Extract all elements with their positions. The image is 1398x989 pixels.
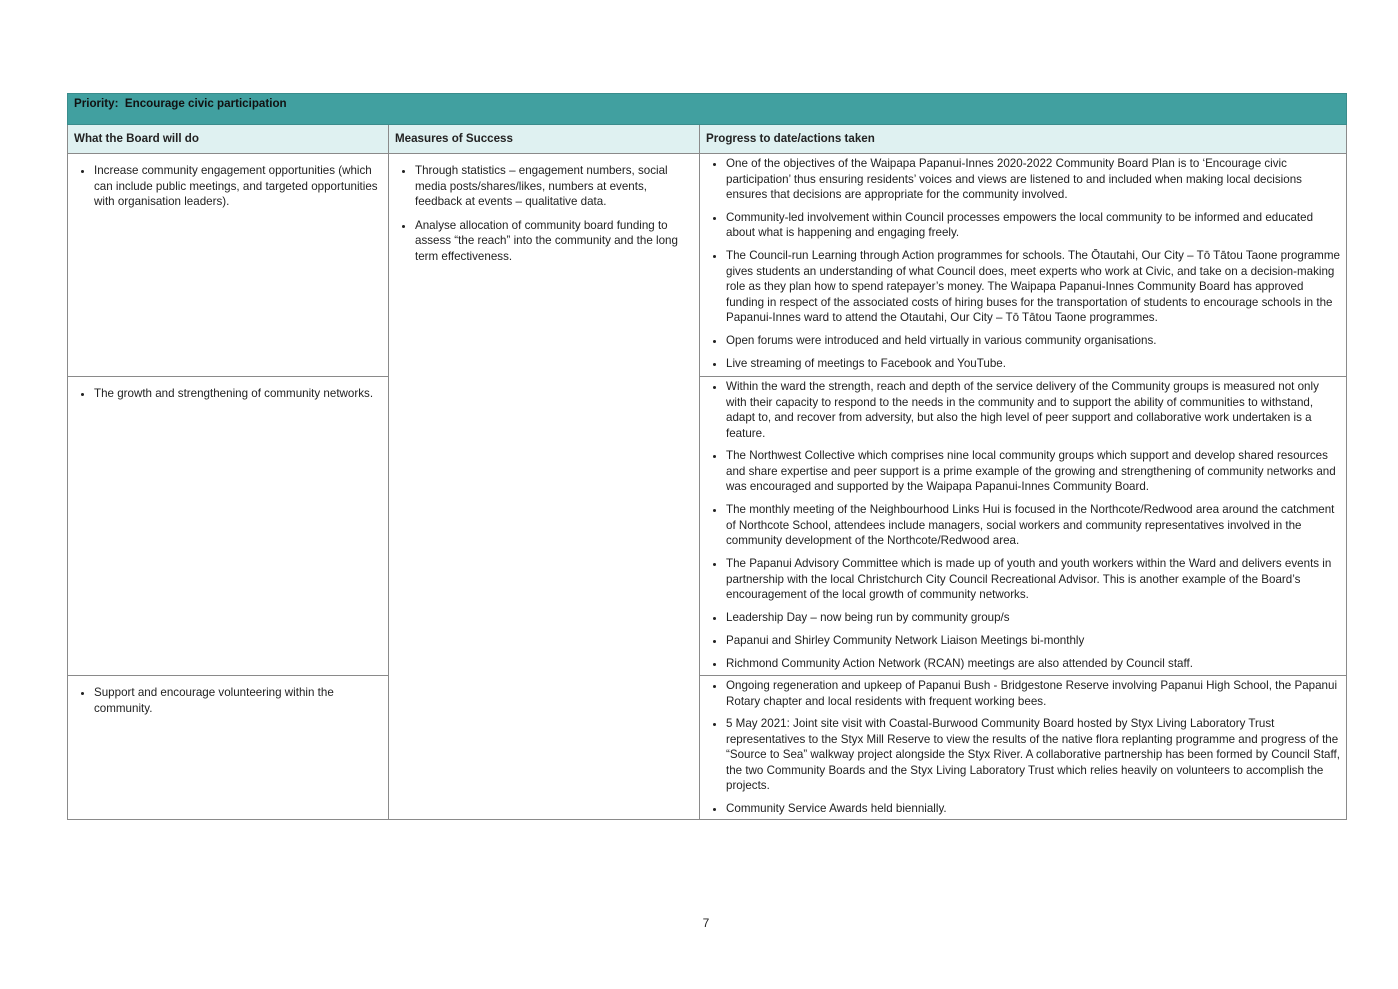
progress-cell — [700, 676, 1347, 820]
list-item: • Community-led involvement within Council processes empowers the local community to be informed and educated about what is happening and engaging freely. — [726, 210, 1340, 241]
column-header-measures: Measures of Success — [389, 125, 700, 154]
priority-label: Priority: — [74, 97, 119, 110]
list-item: • Support and encourage volunteering within the community. — [94, 685, 382, 716]
list-item: • Live streaming of meetings to Facebook and YouTube. — [726, 356, 1340, 372]
page-number: 7 — [702, 916, 710, 930]
list-item: • The Council-run Learning through Action programmes for schools. The Ōtautahi, Our City – Tō Tātou Taone programme gives students an understanding of what Council does, meet experts who work at Civic, and take on a decision-making role as they plan how to spend ratepayer’s money. The Waipapa Papanui-Innes Community Board has approved funding in respect of the associated costs of hiring buses for the transportation of students to encourage schools in the Papanui-Innes ward to attend the Otautahi, Our City – Tō Tātou Taone programmes. — [726, 248, 1340, 326]
progress-list — [706, 678, 1340, 817]
list-item: • 5 May 2021: Joint site visit with Coastal-Burwood Community Board hosted by Styx Living Laboratory Trust representatives to the Styx Mill Reserve to view the results of the native flora replanting programme and progress of the “Source to Sea” walkway project alongside the Styx River. A collaborative partnership has been formed by Council Staff, the two Community Boards and the Styx Living Laboratory Trust which relies heavily on volunteers to accomplish the projects. — [726, 716, 1340, 794]
board-list — [74, 163, 382, 210]
measures-list — [395, 163, 693, 264]
civic-participation-table — [67, 93, 1347, 820]
board-cell — [68, 154, 389, 377]
list-item: • Through statistics – engagement numbers, social media posts/shares/likes, numbers at events, feedback at events – qualitative data. — [415, 163, 693, 210]
list-item: • The Northwest Collective which comprises nine local community groups which support and develop shared resources and share expertise and peer support is a prime example of the growing and strengthening of community networks and was encouraged and supported by the Waipapa Papanui-Innes Community Board. — [726, 448, 1340, 495]
list-item: • Open forums were introduced and held virtually in various community organisations. — [726, 333, 1340, 349]
board-list — [74, 685, 382, 716]
list-item: • Analyse allocation of community board funding to assess “the reach” into the community and the long term effectiveness. — [415, 218, 693, 265]
progress-list — [706, 156, 1340, 372]
list-item: • Increase community engagement opportunities (which can include public meetings, and targeted opportunities with organisation leaders). — [94, 163, 382, 210]
list-item: • The Papanui Advisory Committee which is made up of youth and youth workers within the Ward and delivers events in partnership with the local Christchurch City Council Recreational Advisor. This is another example of the Board’s encouragement of the local growth of community networks. — [726, 556, 1340, 603]
progress-cell — [700, 377, 1347, 676]
column-header-progress: Progress to date/actions taken — [700, 125, 1347, 154]
board-list — [74, 386, 382, 402]
progress-cell — [700, 154, 1347, 377]
progress-list — [706, 379, 1340, 671]
list-item: • Ongoing regeneration and upkeep of Papanui Bush - Bridgestone Reserve involving Papanui High School, the Papanui Rotary chapter and local residents with frequent working bees. — [726, 678, 1340, 709]
measures-cell — [389, 154, 700, 820]
list-item: • Community Service Awards held biennially. — [726, 801, 1340, 817]
list-item: • One of the objectives of the Waipapa Papanui-Innes 2020-2022 Community Board Plan is to ‘Encourage civic participation’ thus ensuring residents’ voices and views are listened to and included when making local decisions ensures that decisions are appropriate for the community involved. — [726, 156, 1340, 203]
priority-value: Encourage civic participation — [124, 97, 287, 110]
table-row — [68, 377, 1347, 676]
list-item: • Richmond Community Action Network (RCAN) meetings are also attended by Council staff. — [726, 656, 1340, 672]
list-item: • The monthly meeting of the Neighbourhood Links Hui is focused in the Northcote/Redwood area around the catchment of Northcote School, attendees include managers, social workers and community representatives involved in the community development of the Northcote/Redwood area. — [726, 502, 1340, 549]
list-item: • Within the ward the strength, reach and depth of the service delivery of the Community groups is measured not only with their capacity to respond to the needs in the community and to support the ability of communities to withstand, adapt to, and recover from adversity, but also the high level of peer support and collaborative work undertaken is a feature. — [726, 379, 1340, 441]
board-cell — [68, 676, 389, 820]
table-row — [68, 154, 1347, 377]
column-header-board: What the Board will do — [68, 125, 389, 154]
table-row — [68, 676, 1347, 820]
board-cell — [68, 377, 389, 676]
priority-heading — [68, 94, 1347, 125]
list-item: • Leadership Day – now being run by community group/s — [726, 610, 1340, 626]
list-item: • The growth and strengthening of community networks. — [94, 386, 382, 402]
list-item: • Papanui and Shirley Community Network Liaison Meetings bi-monthly — [726, 633, 1340, 649]
